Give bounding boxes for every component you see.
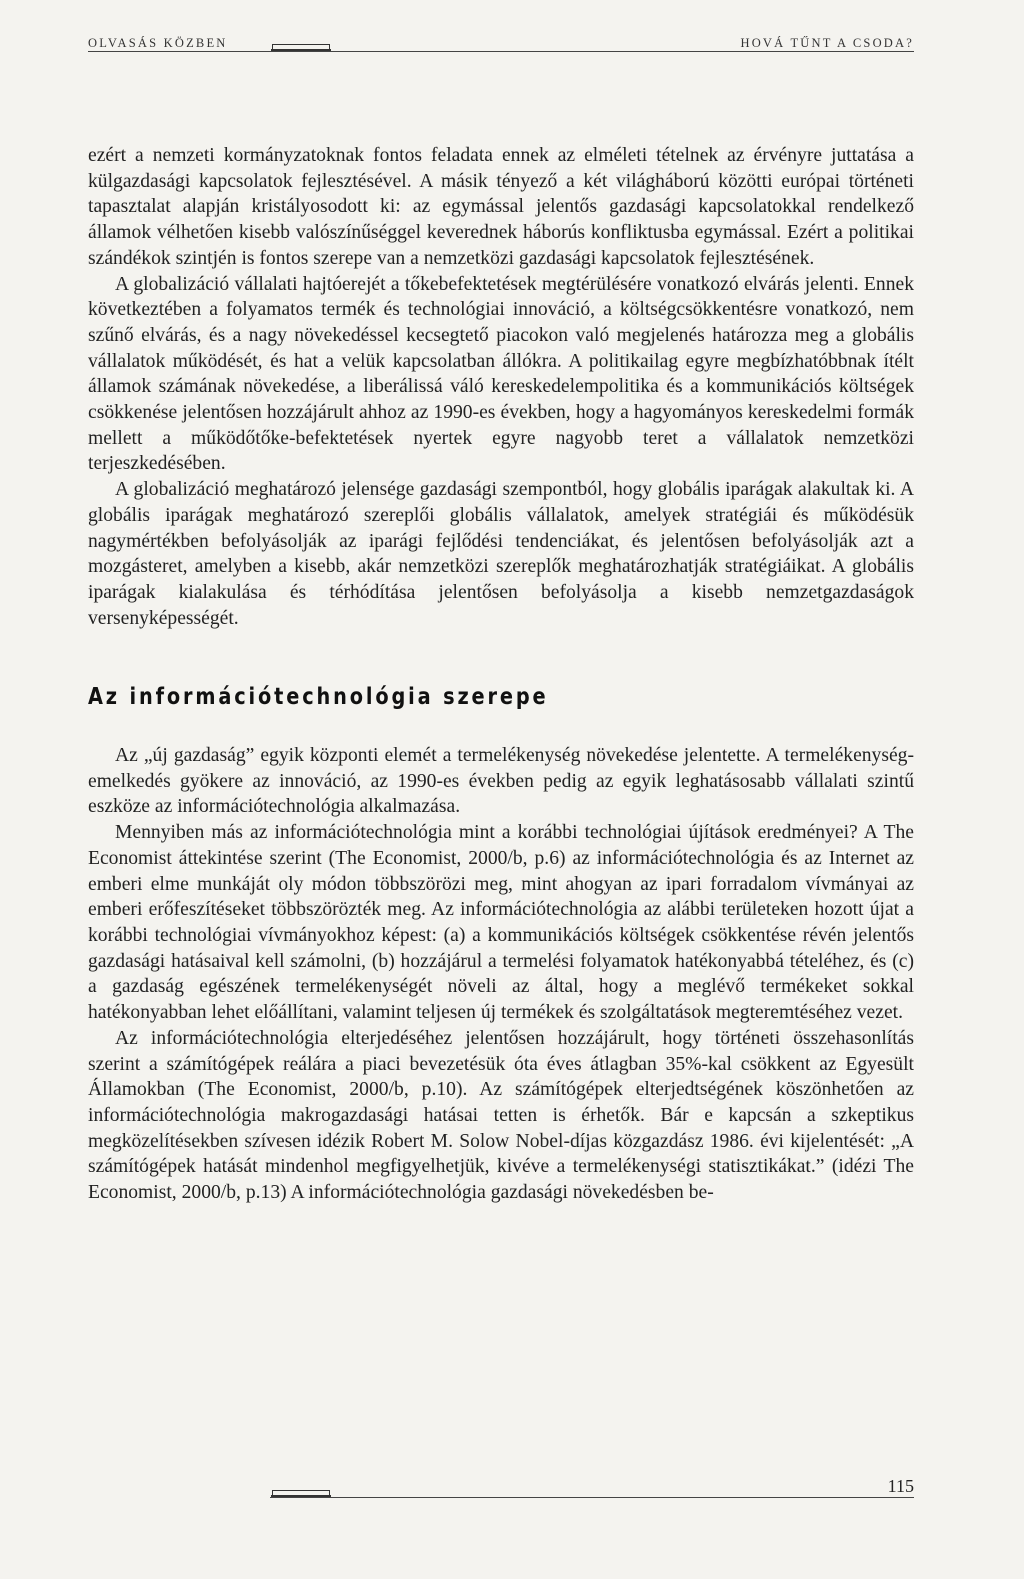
header-right-title: HOVÁ TŰNT A CSODA? [740,36,914,50]
header-left-title: OLVASÁS KÖZBEN [88,36,228,50]
paragraph: Az „új gazdaság” egyik központi elemét a termelékenység növekedése jelentette. A termelékenység-emelkedés gyökere az innováció, az 1990-es években pedig az egyik leghatásosabb vállalati szintű eszköze az információtechnológia alkalmazása. [88,745,914,818]
header-ornament-icon [272,44,330,50]
paragraph: Mennyiben más az információtechnológia mint a korábbi technológiai újítások eredményei? A The Economist áttekintése szerint (The Economist, 2000/b, p.6) az információtechnológia és az Internet az emberi elme munkáját oly módon többszörözi meg, mint ahogyan az ipari forradalom vívmányai az emberi erőfeszítéseket többszörözték meg. Az információtechnológia az alábbi területeken hozott újat a korábbi technológiai vívmányokhoz képest: (a) a kommunikációs költségek csökkentése révén jelentős gazdasági hatásaival kell számolni, (b) hozzájárul a termelési folyamatok hatékonyabbá tételéhez, és (c) a gazdaság egészének termelékenységét növeli az által, hogy a meglévő termékeket sokkal hatékonyabban lehet előállítani, valamint teljesen új termékek és szolgáltatások megteremtéséhez vezet. [88,822,914,1024]
page-footer [270,1476,914,1506]
page-number: 115 [887,1476,914,1496]
body-text [88,143,914,1206]
paragraph: A globalizáció vállalati hajtóerejét a tőkebefektetések megtérülésére vonatkozó elvárás jelenti. Ennek következtében a folyamatos termék és technológiai innováció, a költségcsökkentésre vonatkozó, nem szűnő elvárás, és a nagy növekedéssel kecsegtető piacokon való megjelenés határozza meg a globális vállalatok működését, és hat a velük kapcsolatban állókra. A politikailag egyre megbízhatóbbnak ítélt államok számának növekedése, a liberálissá váló kereskedelempolitika és a kommunikációs költségek csökkenése jelentősen hozzájárult ahhoz az 1990-es években, hogy a hagyományos kereskedelmi formák mellett a működőtőke-befektetések nyertek egyre nagyobb teret a vállalatok nemzetközi terjeszkedésében. [88,273,914,475]
footer-ornament-icon [272,1490,330,1496]
footer-rule [270,1497,914,1498]
paragraph: ezért a nemzeti kormányzatoknak fontos feladata ennek az elméleti tételnek az érvényre juttatása a külgazdasági kapcsolatok fejlesztésével. A másik tényező a két világháború közötti európai történeti tapasztalat alapján kristályosodott ki: az egymással jelentős gazdasági kapcsolatokkal rendelkező államok vélhetően kisebb valószínűséggel keverednek háborús konfliktusba egymással. Ezért a politikai szándékok szintjén is fontos szerepe van a nemzetközi gazdasági kapcsolatok fejlesztésének. [88,145,914,269]
paragraph: Az információtechnológia elterjedéséhez jelentősen hozzájárult, hogy történeti összehasonlítás szerint a számítógépek reálára a piaci bevezetésük óta éves átlagban 35%-kal csökkent az Egyesült Államokban (The Economist, 2000/b, p.10). Az számítógépek elterjedtségének köszönhetően az információtechnológia makrogazdasági hatásai tetten is érhetők. Bár e kapcsán a szkeptikus megközelítésekben szívesen idézik Robert M. Solow Nobel-díjas közgazdász 1986. évi kijelentését: „A számítógépek hatását mindenhol megfigyelhetjük, kivéve a termelékenységi statisztikákat.” (idézi The Economist, 2000/b, p.13) A információtechnológia gazdasági növekedésben be- [88,1027,914,1204]
header-rule [88,51,914,52]
running-header [88,36,914,58]
paragraph: A globalizáció meghatározó jelensége gazdasági szempontból, hogy globális iparágak alakultak ki. A globális iparágak meghatározó szereplői globális vállalatok, amelyek stratégiái és működésük nagymértékben befolyásolják az iparági fejlődési tendenciákat, és jelentősen befolyásolják azt a mozgásteret, amelyben a kisebb, akár nemzetközi szereplők meghatározhatják stratégiáikat. A globális iparágak kialakulása és térhódítása jelentősen befolyásolja a kisebb nemzetgazdaságok versenyképességét. [88,479,914,629]
section-heading: Az információtechnológia szerepe [88,684,549,711]
